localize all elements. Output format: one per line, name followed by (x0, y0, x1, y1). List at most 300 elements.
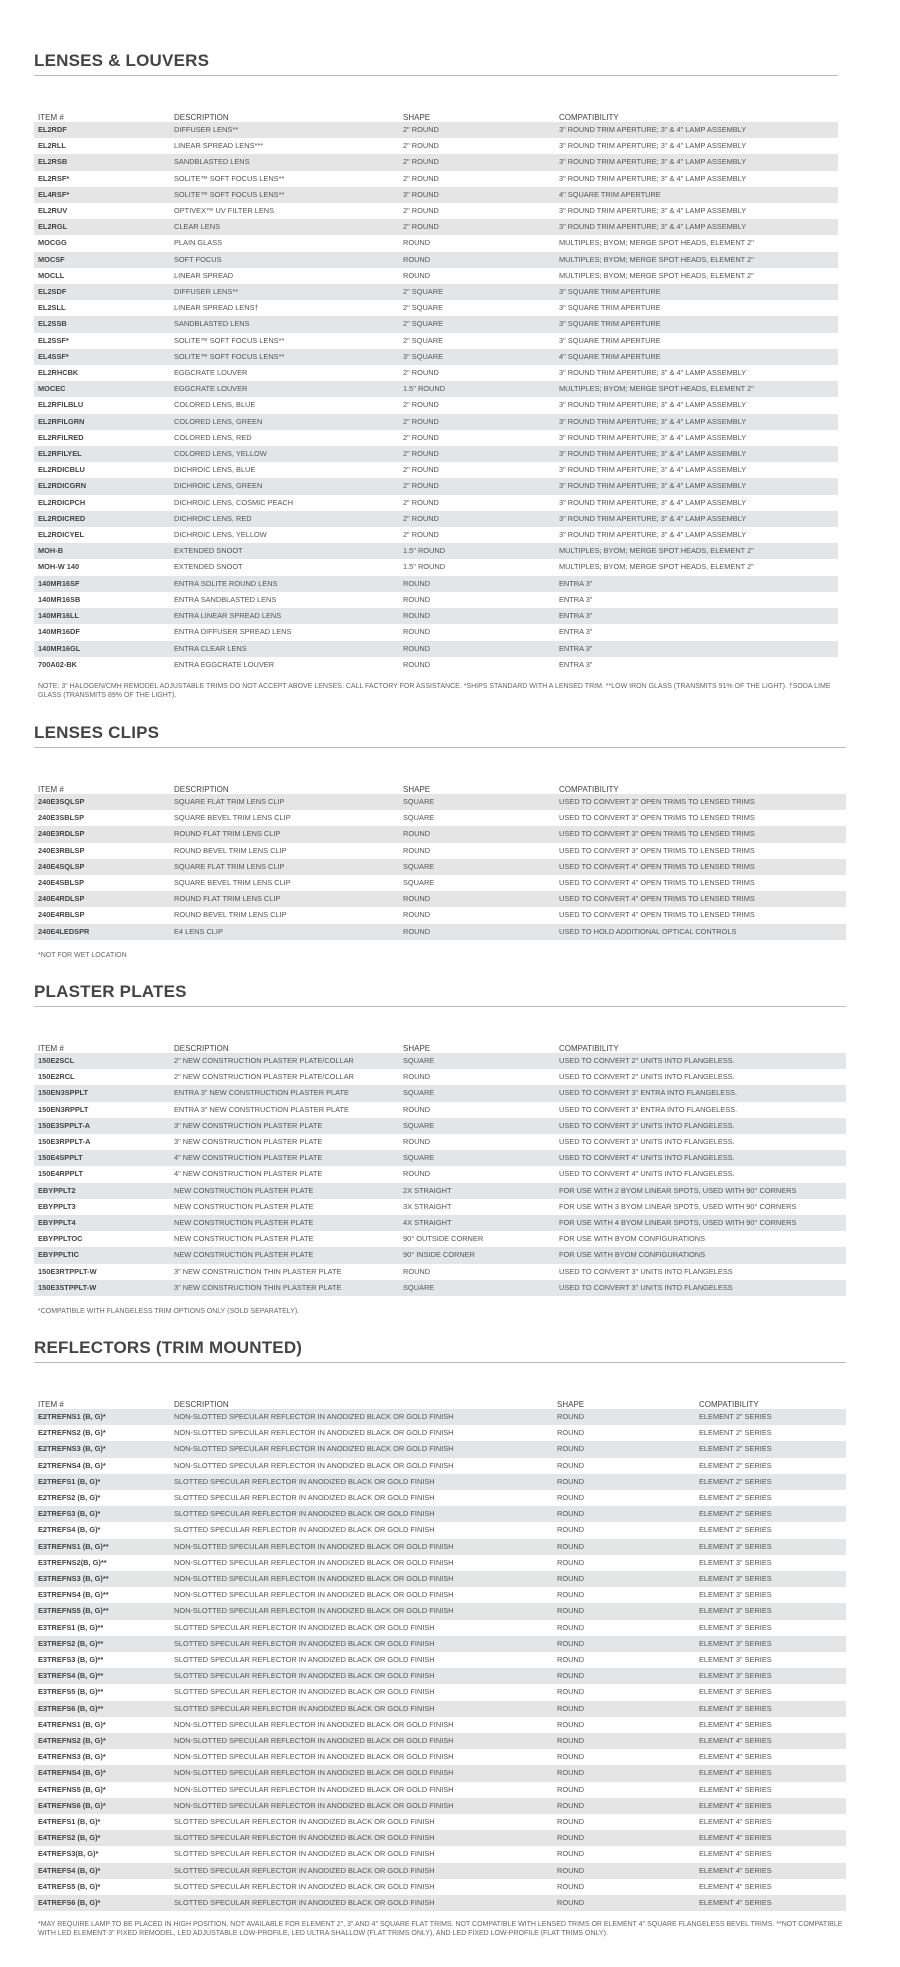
section-title: PLASTER PLATES (34, 982, 187, 1001)
item-shape: 2" ROUND (403, 400, 439, 410)
item-compatibility: ELEMENT 4" SERIES (695, 1895, 846, 1911)
table-row (34, 1069, 846, 1085)
table-row (34, 1441, 846, 1457)
item-compatibility: USED TO CONVERT 3" OPEN TRIMS TO LENSED TRIMS (559, 845, 755, 855)
item-shape: ROUND (403, 627, 431, 637)
table-row (34, 1134, 846, 1150)
header-item: ITEM # (38, 785, 64, 794)
header-description: DESCRIPTION (174, 1044, 229, 1053)
item-number: 150EN3RPPLT (38, 1104, 89, 1114)
item-description: LINEAR SPREAD LENS*** (174, 141, 264, 151)
item-shape: ROUND (557, 1655, 585, 1665)
item-number: EL2SDF (34, 284, 170, 300)
item-number: EBYPPLT2 (34, 1183, 170, 1199)
item-description: SLOTTED SPECULAR REFLECTOR IN ANODIZED BLACK OR GOLD FINISH (174, 1493, 435, 1503)
item-compatibility: ELEMENT 3" SERIES (699, 1590, 772, 1600)
item-description: NON-SLOTTED SPECULAR REFLECTOR IN ANODIZED BLACK OR GOLD FINISH (170, 1765, 553, 1781)
table-row (34, 187, 838, 203)
item-description: 4" NEW CONSTRUCTION PLASTER PLATE (174, 1169, 323, 1179)
table-row (34, 1118, 846, 1134)
item-compatibility: ELEMENT 3" SERIES (699, 1655, 772, 1665)
item-shape: ROUND (403, 238, 431, 248)
item-shape: 2" ROUND (403, 173, 439, 183)
item-description: EXTENDED SNOOT (170, 543, 399, 559)
item-number: E4TREFS6 (B, G)* (34, 1895, 170, 1911)
header-shape: SHAPE (403, 113, 431, 122)
item-shape: ROUND (553, 1441, 695, 1457)
item-number: E2TREFNS4 (B, G)* (38, 1460, 106, 1470)
spec-table (34, 106, 838, 673)
item-description: SLOTTED SPECULAR REFLECTOR IN ANODIZED BLACK OR GOLD FINISH (174, 1622, 435, 1632)
section-reflectors (34, 1337, 846, 1911)
item-compatibility: 4" SQUARE TRIM APERTURE (555, 187, 838, 203)
item-number: 240E4RBLSP (38, 910, 85, 920)
item-compatibility: 3" SQUARE TRIM APERTURE (559, 303, 661, 313)
item-description: SQUARE BEVEL TRIM LENS CLIP (174, 813, 291, 823)
table-row (34, 1620, 846, 1636)
item-shape: ROUND (553, 1863, 695, 1879)
item-shape: ROUND (399, 826, 555, 842)
section-lenses-clips (34, 722, 846, 940)
item-shape: 2" ROUND (399, 219, 555, 235)
table-row (34, 1684, 846, 1700)
table-row (34, 859, 846, 875)
item-number: 150E4RPPLT (38, 1169, 84, 1179)
item-compatibility: ELEMENT 2" SERIES (699, 1428, 772, 1438)
item-number: E3TREFS3 (B, G)** (38, 1655, 104, 1665)
item-description: SOLITE™ SOFT FOCUS LENS** (174, 173, 285, 183)
item-compatibility: ELEMENT 2" SERIES (699, 1460, 772, 1470)
item-number: MOCEC (34, 381, 170, 397)
item-compatibility: USED TO CONVERT 4" OPEN TRIMS TO LENSED TRIMS (559, 878, 755, 888)
item-compatibility: MULTIPLES; BYOM; MERGE SPOT HEADS, ELEMENT 2" (555, 252, 838, 268)
item-number: EBYPPLT4 (34, 1215, 170, 1231)
section-note: NOTE: 3" HALOGEN/CMH REMODEL ADJUSTABLE TRIMS DO NOT ACCEPT ABOVE LENSES. CALL FACTORY FOR ASSISTANCE. *SHIPS STANDARD WITH A LENSED TRIM. **LOW IRON GLASS (TRANSMITS 91% OF THE LIGHT). †SODA LIME GLASS (TRANSMITS 89% OF THE LIGHT). (38, 683, 831, 699)
item-compatibility: MULTIPLES; BYOM; MERGE SPOT HEADS, ELEMENT 2" (555, 381, 838, 397)
item-shape: 3" SQUARE (399, 349, 555, 365)
table-row (34, 1814, 846, 1830)
item-compatibility: USED TO CONVERT 4" OPEN TRIMS TO LENSED TRIMS (555, 891, 846, 907)
item-compatibility: USED TO CONVERT 2" UNITS INTO FLANGELESS. (555, 1053, 846, 1069)
item-shape: ROUND (403, 659, 431, 669)
item-compatibility: ENTRA 3" (555, 576, 838, 592)
item-number: 150E3RPPLT-A (38, 1137, 91, 1147)
item-shape: ROUND (403, 1104, 431, 1114)
table-row (34, 203, 838, 219)
item-description: 2" NEW CONSTRUCTION PLASTER PLATE/COLLAR (170, 1053, 399, 1069)
item-shape: ROUND (403, 1266, 431, 1276)
item-shape: ROUND (557, 1590, 585, 1600)
item-compatibility: USED TO CONVERT 3" OPEN TRIMS TO LENSED TRIMS (555, 794, 846, 810)
item-shape: ROUND (557, 1460, 585, 1470)
item-description: ENTRA SOLITE ROUND LENS (170, 576, 399, 592)
item-number: EL2RHCBK (38, 368, 79, 378)
item-description: SLOTTED SPECULAR REFLECTOR IN ANODIZED BLACK OR GOLD FINISH (170, 1701, 553, 1717)
table-row (34, 657, 838, 673)
item-shape: ROUND (403, 270, 431, 280)
item-compatibility: 3" ROUND TRIM APERTURE; 3" & 4" LAMP ASSEMBLY (559, 465, 747, 475)
item-number: EL2RFILRED (38, 432, 84, 442)
item-description: PLAIN GLASS (174, 238, 223, 248)
table-row (34, 1603, 846, 1619)
item-shape: ROUND (557, 1817, 585, 1827)
item-shape: ROUND (553, 1798, 695, 1814)
item-description: ENTRA 3" NEW CONSTRUCTION PLASTER PLATE (174, 1104, 349, 1114)
item-shape: ROUND (553, 1668, 695, 1684)
header-description: DESCRIPTION (174, 113, 229, 122)
table-row (34, 430, 838, 446)
item-compatibility: 3" SQUARE TRIM APERTURE (555, 284, 838, 300)
spec-table (34, 1393, 846, 1911)
item-description: SOLITE™ SOFT FOCUS LENS** (170, 349, 399, 365)
header-compatibility: COMPATIBILITY (559, 785, 619, 794)
item-shape: SQUARE (399, 1118, 555, 1134)
item-compatibility: ELEMENT 4" SERIES (695, 1798, 846, 1814)
item-description: 3" NEW CONSTRUCTION THIN PLASTER PLATE (174, 1266, 342, 1276)
item-shape: SQUARE (399, 1280, 555, 1296)
item-compatibility: 3" ROUND TRIM APERTURE; 3" & 4" LAMP ASSEMBLY (555, 154, 838, 170)
item-number: 150E4SPPLT (34, 1150, 170, 1166)
header-compatibility: COMPATIBILITY (699, 1400, 759, 1409)
item-compatibility: ENTRA 3" (555, 608, 838, 624)
item-compatibility: MULTIPLES; BYOM; MERGE SPOT HEADS, ELEMENT 2" (559, 562, 754, 572)
section-title: REFLECTORS (TRIM MOUNTED) (34, 1338, 303, 1357)
section-rule (34, 75, 838, 76)
table-row (34, 1830, 846, 1846)
item-compatibility: ELEMENT 3" SERIES (695, 1571, 846, 1587)
item-compatibility: MULTIPLES; BYOM; MERGE SPOT HEADS, ELEMENT 2" (559, 238, 754, 248)
item-shape: ROUND (553, 1409, 695, 1425)
item-shape: 2X STRAIGHT (399, 1183, 555, 1199)
table-row (34, 1102, 846, 1118)
item-description: NON-SLOTTED SPECULAR REFLECTOR IN ANODIZED BLACK OR GOLD FINISH (170, 1571, 553, 1587)
item-shape: 2" ROUND (403, 497, 439, 507)
item-number: 140MR16SB (38, 594, 81, 604)
item-description: DICHROIC LENS, GREEN (170, 478, 399, 494)
item-number: 150E2SCL (34, 1053, 170, 1069)
table-row (34, 219, 838, 235)
item-number: 150E3RTPPLT-W (38, 1266, 97, 1276)
item-description: LINEAR SPREAD LENS† (174, 303, 259, 313)
item-shape: 2" ROUND (403, 141, 439, 151)
table-row (34, 843, 846, 859)
item-description: SANDBLASTED LENS (170, 154, 399, 170)
item-compatibility: ELEMENT 4" SERIES (695, 1830, 846, 1846)
item-description: EGGCRATE LOUVER (170, 381, 399, 397)
table-row (34, 1166, 846, 1182)
item-number: MOCLL (38, 270, 65, 280)
item-shape: ROUND (553, 1603, 695, 1619)
table-row (34, 810, 846, 826)
item-description: NON-SLOTTED SPECULAR REFLECTOR IN ANODIZED BLACK OR GOLD FINISH (170, 1539, 553, 1555)
item-compatibility: ENTRA 3" (559, 627, 593, 637)
item-shape: 2" ROUND (399, 122, 555, 138)
item-description: NEW CONSTRUCTION PLASTER PLATE (170, 1183, 399, 1199)
table-row (34, 1474, 846, 1490)
item-number: E2TREFS2 (B, G)* (38, 1493, 101, 1503)
item-shape: 2" ROUND (403, 530, 439, 540)
item-shape: ROUND (557, 1687, 585, 1697)
table-row (34, 1085, 846, 1101)
item-number: E2TREFS4 (B, G)* (38, 1525, 101, 1535)
table-row (34, 1571, 846, 1587)
item-shape: ROUND (557, 1719, 585, 1729)
item-compatibility: 3" ROUND TRIM APERTURE; 3" & 4" LAMP ASSEMBLY (555, 122, 838, 138)
table-row (34, 1636, 846, 1652)
table-row (34, 1539, 846, 1555)
section-note: *COMPATIBLE WITH FLANGELESS TRIM OPTIONS ONLY (SOLD SEPARATELY). (38, 1308, 300, 1315)
item-compatibility: 3" ROUND TRIM APERTURE; 3" & 4" LAMP ASSEMBLY (559, 400, 747, 410)
table-row (34, 252, 838, 268)
item-description: 2" NEW CONSTRUCTION PLASTER PLATE/COLLAR (174, 1072, 354, 1082)
item-compatibility: ELEMENT 4" SERIES (699, 1784, 772, 1794)
item-number: 140MR16DF (38, 627, 80, 637)
table-row (34, 1490, 846, 1506)
item-description: SLOTTED SPECULAR REFLECTOR IN ANODIZED BLACK OR GOLD FINISH (174, 1655, 435, 1665)
item-shape: 2" ROUND (403, 368, 439, 378)
item-shape: SQUARE (399, 859, 555, 875)
item-compatibility: ELEMENT 4" SERIES (695, 1733, 846, 1749)
item-description: SLOTTED SPECULAR REFLECTOR IN ANODIZED BLACK OR GOLD FINISH (174, 1687, 435, 1697)
item-number: E4TREFNS3 (B, G)* (38, 1752, 106, 1762)
table-row (34, 1555, 846, 1571)
item-shape: 1.5" ROUND (403, 562, 446, 572)
item-number: E3TREFS1 (B, G)** (38, 1622, 104, 1632)
table-row (34, 1264, 846, 1280)
item-number: EL2RFILBLU (38, 400, 84, 410)
item-compatibility: ELEMENT 3" SERIES (695, 1636, 846, 1652)
header-item: ITEM # (38, 1044, 64, 1053)
spec-table (34, 778, 846, 940)
item-compatibility: FOR USE WITH 3 BYOM LINEAR SPOTS, USED WITH 90° CORNERS (559, 1201, 797, 1211)
item-number: 150E3STPPLT-W (34, 1280, 170, 1296)
table-row (34, 1587, 846, 1603)
item-description: COLORED LENS, YELLOW (170, 446, 399, 462)
table-header-row (34, 106, 838, 122)
item-compatibility: ENTRA 3" (559, 594, 593, 604)
section-plaster-plates (34, 981, 846, 1296)
section-note: *NOT FOR WET LOCATION (38, 952, 127, 959)
item-number: EBYPPLTOC (38, 1234, 83, 1244)
item-compatibility: 3" ROUND TRIM APERTURE; 3" & 4" LAMP ASSEMBLY (559, 173, 747, 183)
item-shape: ROUND (553, 1733, 695, 1749)
table-row (34, 1506, 846, 1522)
item-shape: ROUND (553, 1830, 695, 1846)
item-description: 4" NEW CONSTRUCTION PLASTER PLATE (170, 1150, 399, 1166)
item-shape: SQUARE (399, 1150, 555, 1166)
item-compatibility: USED TO CONVERT 3" UNITS INTO FLANGELESS (555, 1280, 846, 1296)
item-shape: SQUARE (399, 794, 555, 810)
item-compatibility: ELEMENT 2" SERIES (699, 1525, 772, 1535)
table-row (34, 1183, 846, 1199)
item-compatibility: ELEMENT 4" SERIES (695, 1863, 846, 1879)
item-description: EXTENDED SNOOT (174, 562, 243, 572)
table-row (34, 300, 838, 316)
item-compatibility: ELEMENT 3" SERIES (695, 1539, 846, 1555)
item-number: 240E4SQLSP (34, 859, 170, 875)
table-row (34, 592, 838, 608)
item-shape: ROUND (553, 1474, 695, 1490)
item-shape: SQUARE (403, 813, 435, 823)
table-row (34, 875, 846, 891)
item-description: COLORED LENS, RED (174, 432, 252, 442)
item-number: 240E4LEDSPR (34, 924, 170, 940)
item-description: DICHROIC LENS, COSMIC PEACH (174, 497, 294, 507)
item-number: EBYPPLTIC (34, 1247, 170, 1263)
table-row (34, 1782, 846, 1798)
item-number: E3TREFNS2(B, G)** (38, 1557, 107, 1567)
item-compatibility: 3" ROUND TRIM APERTURE; 3" & 4" LAMP ASSEMBLY (559, 206, 747, 216)
table-row (34, 608, 838, 624)
item-shape: 2" ROUND (403, 432, 439, 442)
item-shape: ROUND (557, 1557, 585, 1567)
item-number: E3TREFNS5 (B, G)** (34, 1603, 170, 1619)
item-number: E3TREFNS3 (B, G)** (34, 1571, 170, 1587)
item-shape: SQUARE (399, 1085, 555, 1101)
item-shape: ROUND (399, 891, 555, 907)
item-number: EL2RDICGRN (34, 478, 170, 494)
item-number: 240E3SQLSP (34, 794, 170, 810)
item-number: MOH-W 140 (38, 562, 80, 572)
item-shape: ROUND (403, 845, 431, 855)
item-compatibility: ELEMENT 4" SERIES (699, 1817, 772, 1827)
item-compatibility: 3" ROUND TRIM APERTURE; 3" & 4" LAMP ASSEMBLY (559, 141, 747, 151)
item-description: SLOTTED SPECULAR REFLECTOR IN ANODIZED BLACK OR GOLD FINISH (174, 1849, 435, 1859)
item-compatibility: FOR USE WITH 2 BYOM LINEAR SPOTS, USED WITH 90° CORNERS (555, 1183, 846, 1199)
table-row (34, 527, 838, 543)
item-compatibility: ELEMENT 4" SERIES (699, 1752, 772, 1762)
section-rule (34, 1362, 846, 1363)
item-description: DIFFUSER LENS** (170, 122, 399, 138)
table-row (34, 122, 838, 138)
item-number: E4TREFS3(B, G)* (38, 1849, 99, 1859)
item-number: E4TREFS4 (B, G)* (34, 1863, 170, 1879)
table-row (34, 235, 838, 251)
item-shape: 2" ROUND (399, 154, 555, 170)
item-description: NEW CONSTRUCTION PLASTER PLATE (170, 1247, 399, 1263)
item-number: E4TREFNS5 (B, G)* (38, 1784, 106, 1794)
table-row (34, 284, 838, 300)
table-header-row (34, 1037, 846, 1053)
item-shape: SQUARE (399, 1053, 555, 1069)
item-shape: ROUND (557, 1881, 585, 1891)
item-compatibility: ELEMENT 2" SERIES (695, 1474, 846, 1490)
item-description: NON-SLOTTED SPECULAR REFLECTOR IN ANODIZED BLACK OR GOLD FINISH (174, 1752, 454, 1762)
table-header-row (34, 1393, 846, 1409)
item-shape: 2" ROUND (399, 478, 555, 494)
item-description: ENTRA EGGCRATE LOUVER (174, 659, 275, 669)
item-compatibility: 3" ROUND TRIM APERTURE; 3" & 4" LAMP ASSEMBLY (555, 414, 838, 430)
item-number: EL2RGL (34, 219, 170, 235)
item-number: E2TREFS1 (B, G)* (34, 1474, 170, 1490)
table-row (34, 1798, 846, 1814)
item-description: NON-SLOTTED SPECULAR REFLECTOR IN ANODIZED BLACK OR GOLD FINISH (170, 1798, 553, 1814)
table-row (34, 138, 838, 154)
item-description: NON-SLOTTED SPECULAR REFLECTOR IN ANODIZED BLACK OR GOLD FINISH (170, 1603, 553, 1619)
item-number: 150E3SPPLT-A (34, 1118, 170, 1134)
table-row (34, 1231, 846, 1247)
item-description: SLOTTED SPECULAR REFLECTOR IN ANODIZED BLACK OR GOLD FINISH (170, 1474, 553, 1490)
item-number: EL2RUV (38, 206, 68, 216)
table-row (34, 349, 838, 365)
table-row (34, 543, 838, 559)
item-compatibility: USED TO CONVERT 3" OPEN TRIMS TO LENSED TRIMS (555, 826, 846, 842)
item-shape: 2" SQUARE (403, 303, 443, 313)
item-description: 3" NEW CONSTRUCTION THIN PLASTER PLATE (170, 1280, 399, 1296)
item-description: SLOTTED SPECULAR REFLECTOR IN ANODIZED BLACK OR GOLD FINISH (170, 1863, 553, 1879)
item-description: SLOTTED SPECULAR REFLECTOR IN ANODIZED BLACK OR GOLD FINISH (170, 1830, 553, 1846)
section-lenses-louvers (34, 50, 838, 673)
item-compatibility: FOR USE WITH BYOM CONFIGURATIONS (559, 1234, 706, 1244)
item-compatibility: ELEMENT 3" SERIES (699, 1687, 772, 1697)
item-description: ENTRA SANDBLASTED LENS (174, 594, 277, 604)
table-row (34, 1846, 846, 1862)
item-compatibility: 3" ROUND TRIM APERTURE; 3" & 4" LAMP ASSEMBLY (559, 497, 747, 507)
item-shape: ROUND (557, 1784, 585, 1794)
item-description: NON-SLOTTED SPECULAR REFLECTOR IN ANODIZED BLACK OR GOLD FINISH (174, 1719, 454, 1729)
item-description: NON-SLOTTED SPECULAR REFLECTOR IN ANODIZED BLACK OR GOLD FINISH (174, 1784, 454, 1794)
table-row (34, 907, 846, 923)
item-number: E3TREFNS4 (B, G)** (38, 1590, 109, 1600)
item-compatibility: ELEMENT 4" SERIES (699, 1881, 772, 1891)
item-shape: ROUND (403, 910, 431, 920)
table-row (34, 641, 838, 657)
table-row (34, 1879, 846, 1895)
item-description: DICHROIC LENS, RED (170, 511, 399, 527)
table-row (34, 1895, 846, 1911)
item-number: EL4RSF* (34, 187, 170, 203)
item-description: ENTRA LINEAR SPREAD LENS (170, 608, 399, 624)
item-compatibility: 3" ROUND TRIM APERTURE; 3" & 4" LAMP ASSEMBLY (555, 478, 838, 494)
item-number: EL2SSF* (38, 335, 69, 345)
table-row (34, 1652, 846, 1668)
table-row (34, 1717, 846, 1733)
item-shape: ROUND (399, 608, 555, 624)
table-row (34, 1733, 846, 1749)
item-compatibility: ELEMENT 2" SERIES (695, 1506, 846, 1522)
item-description: SANDBLASTED LENS (170, 316, 399, 332)
table-row (34, 624, 838, 640)
item-number: 140MR16GL (34, 641, 170, 657)
item-compatibility: MULTIPLES; BYOM; MERGE SPOT HEADS, ELEMENT 2" (555, 543, 838, 559)
table-row (34, 365, 838, 381)
table-row (34, 1215, 846, 1231)
item-number: EL2RDICRED (34, 511, 170, 527)
item-description: NEW CONSTRUCTION PLASTER PLATE (170, 1215, 399, 1231)
table-row (34, 1150, 846, 1166)
item-description: DIFFUSER LENS** (170, 284, 399, 300)
item-number: E3TREFS5 (B, G)** (38, 1687, 104, 1697)
item-number: 240E3RDLSP (34, 826, 170, 842)
item-shape: ROUND (553, 1506, 695, 1522)
item-description: SQUARE BEVEL TRIM LENS CLIP (174, 878, 291, 888)
item-compatibility: 3" ROUND TRIM APERTURE; 3" & 4" LAMP ASSEMBLY (559, 368, 747, 378)
item-compatibility: 3" ROUND TRIM APERTURE; 3" & 4" LAMP ASSEMBLY (559, 432, 747, 442)
section-title: LENSES CLIPS (34, 723, 160, 742)
item-description: SOLITE™ SOFT FOCUS LENS** (170, 187, 399, 203)
item-compatibility: 3" ROUND TRIM APERTURE; 3" & 4" LAMP ASSEMBLY (555, 511, 838, 527)
section-rule (34, 747, 846, 748)
item-description: NON-SLOTTED SPECULAR REFLECTOR IN ANODIZED BLACK OR GOLD FINISH (174, 1590, 454, 1600)
header-compatibility: COMPATIBILITY (559, 1044, 619, 1053)
item-description: DICHROIC LENS, BLUE (174, 465, 256, 475)
item-description: NON-SLOTTED SPECULAR REFLECTOR IN ANODIZED BLACK OR GOLD FINISH (174, 1460, 454, 1470)
item-shape: ROUND (557, 1493, 585, 1503)
item-compatibility: FOR USE WITH BYOM CONFIGURATIONS (555, 1247, 846, 1263)
item-shape: 90° INSIDE CORNER (399, 1247, 555, 1263)
item-number: EL2RSB (34, 154, 170, 170)
table-row (34, 1280, 846, 1296)
